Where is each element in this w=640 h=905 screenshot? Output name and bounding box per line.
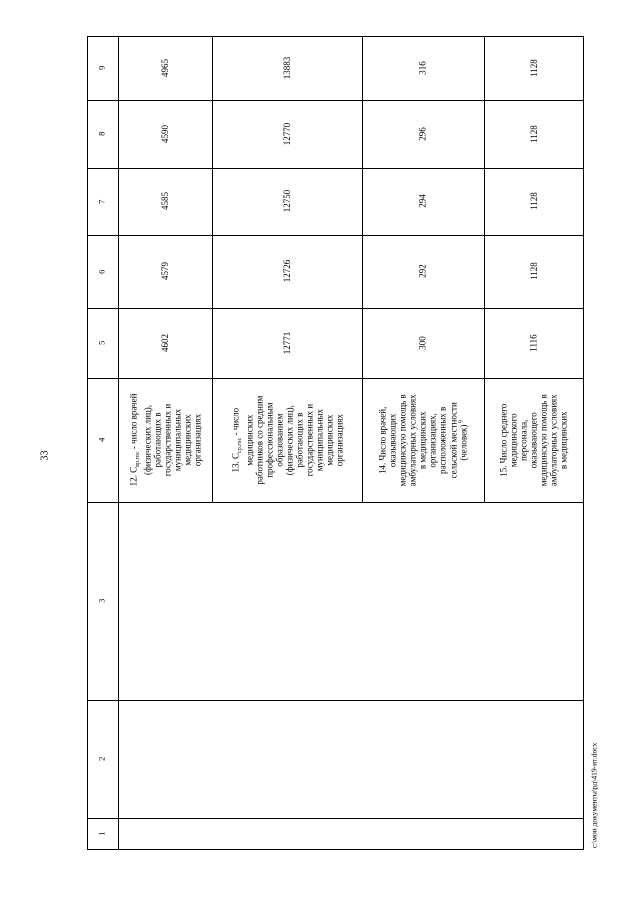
- row-value: 4579: [159, 262, 170, 281]
- column-separator: [87, 818, 584, 819]
- row-value: 4602: [159, 333, 170, 352]
- column-header-1: 1: [96, 831, 107, 836]
- column-header-3: 3: [96, 598, 107, 604]
- row-value: 300: [417, 336, 428, 350]
- row-value: 4965: [159, 58, 170, 77]
- row-description: 13. $С_{ср.гос}$ - число медицинских работников со средним профессиональным образованием (физических лиц), работающих в государственных и муниципальных медицинских организациях: [229, 395, 345, 485]
- column-separator: [87, 502, 584, 503]
- page-number: 33: [39, 450, 51, 460]
- column-header-8: 8: [96, 131, 107, 137]
- row-description: 12. $С_{вр.гос}$ - число врачей (физических лиц), работающих в государственных и муниципальных медицинских организациях: [128, 393, 202, 487]
- column-header-5: 5: [96, 340, 107, 346]
- row-value: 1128: [528, 125, 539, 143]
- row-value: 1116: [528, 334, 539, 352]
- row-value: 12726: [281, 260, 292, 283]
- column-header-7: 7: [96, 199, 107, 204]
- column-header-4: 4: [96, 437, 107, 443]
- row-value: 4585: [159, 192, 170, 211]
- row-value: 12770: [281, 122, 292, 146]
- row-value: 1128: [528, 192, 539, 211]
- row-description: 14. Число врачей, оказывающих медицинскую помощь в амбулаторных условиях в медицинских организациях, расположенных в сельской местности (человек) $^9$: [377, 393, 469, 486]
- row-description: 15. Число среднего медицинского персонала, оказывающего медицинскую помощь в амбулаторных условиях в медицинских: [498, 393, 570, 486]
- row-value: 294: [417, 194, 428, 209]
- footer-file-path: c:\мои документы\рд\419-ит.docx: [589, 742, 599, 848]
- row-value: 12771: [281, 331, 292, 355]
- row-value: 316: [417, 61, 428, 75]
- row-value: 13883: [281, 56, 292, 80]
- column-separator: [87, 700, 584, 701]
- column-header-9: 9: [96, 65, 107, 71]
- row-value: 292: [417, 264, 428, 279]
- row-value: 4590: [159, 124, 170, 143]
- table-border-bottom: [87, 849, 584, 850]
- column-header-2: 2: [96, 756, 107, 762]
- row-value: 1128: [528, 262, 539, 281]
- row-value: 12750: [281, 190, 292, 213]
- column-header-6: 6: [96, 269, 107, 274]
- row-value: 1128: [528, 59, 539, 77]
- row-value: 296: [417, 127, 428, 141]
